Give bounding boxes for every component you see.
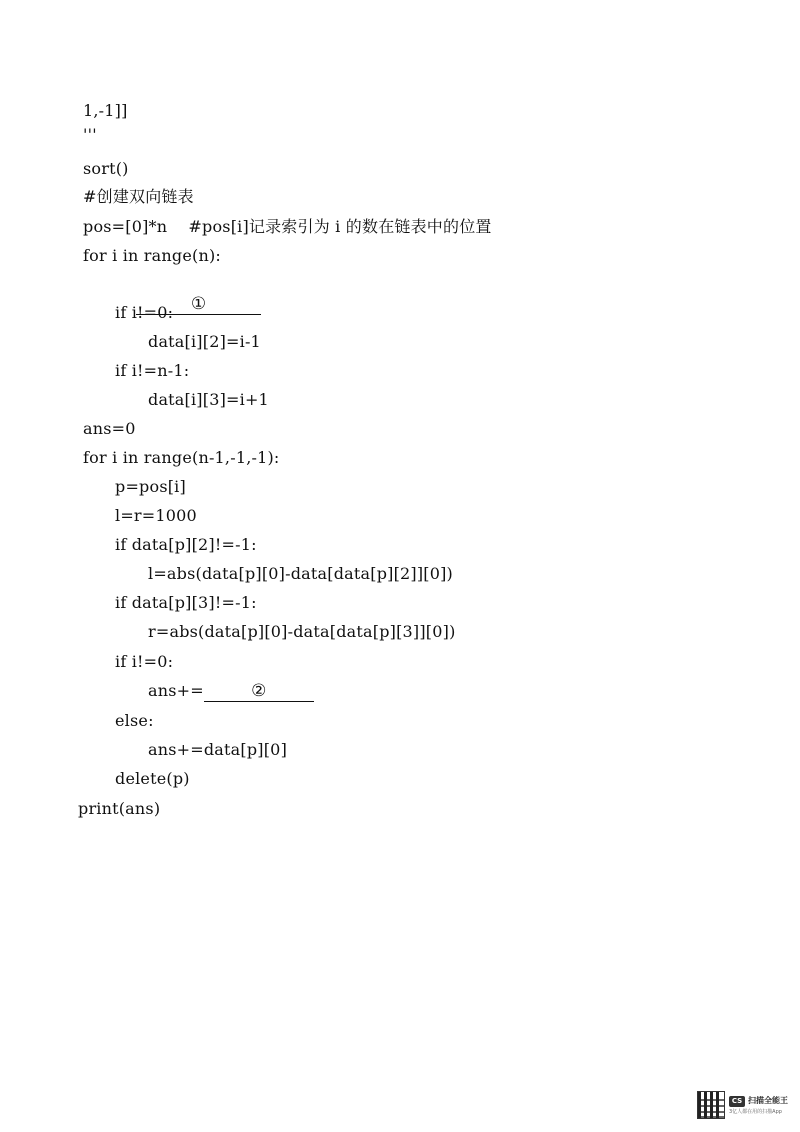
code-line-else: else: [115, 711, 154, 730]
code-line-r-abs: r=abs(data[p][0]-data[data[p][3]][0]) [148, 622, 456, 641]
code-line-if-2: if i!=n-1: [115, 361, 190, 380]
ans-add-prefix: ans+= [148, 681, 204, 700]
code-line-pos: pos=[0]*n #pos[i]记录索引为 i 的数在链表中的位置 [83, 217, 492, 236]
code-line-delete: delete(p) [115, 769, 190, 788]
code-line-2: ''' [83, 125, 97, 144]
watermark-header [729, 1096, 788, 1107]
answer-blank-2[interactable] [204, 682, 314, 702]
code-line-ans-data: ans+=data[p][0] [148, 740, 288, 759]
code-line-assign-2: data[i][3]=i+1 [148, 390, 269, 409]
watermark-text [729, 1096, 788, 1115]
code-line-1: 1,-1]] [83, 101, 128, 120]
scanner-watermark [697, 1088, 789, 1122]
code-line-if-1: if i!=0: [115, 303, 174, 322]
code-line-for-2: for i in range(n-1,-1,-1): [83, 448, 280, 467]
code-line-for-1: for i in range(n): [83, 246, 221, 265]
code-line-if-3: if data[p][2]!=-1: [115, 535, 257, 554]
code-line-assign-1: data[i][2]=i-1 [148, 332, 261, 351]
camscanner-logo-icon: CS [729, 1096, 745, 1107]
code-line-p: p=pos[i] [115, 477, 186, 496]
code-line-3: sort() [83, 159, 129, 178]
code-line-lr: l=r=1000 [115, 506, 197, 525]
watermark-tagline: 3亿人都在用的扫描App [729, 1108, 782, 1115]
blank-2-label: ② [251, 681, 267, 701]
code-line-l-abs: l=abs(data[p][0]-data[data[p][2]][0]) [148, 564, 453, 583]
blank-1-label: ① [190, 294, 207, 314]
watermark-app-name: 扫描全能王 [748, 1096, 788, 1105]
code-line-if-5: if i!=0: [115, 652, 174, 671]
qr-code-icon [697, 1091, 725, 1119]
code-line-ans-init: ans=0 [83, 419, 136, 438]
code-line-print: print(ans) [78, 799, 161, 818]
code-line-ans-add [148, 681, 314, 702]
code-line-if-4: if data[p][3]!=-1: [115, 593, 257, 612]
code-comment-create-list: #创建双向链表 [83, 187, 194, 206]
